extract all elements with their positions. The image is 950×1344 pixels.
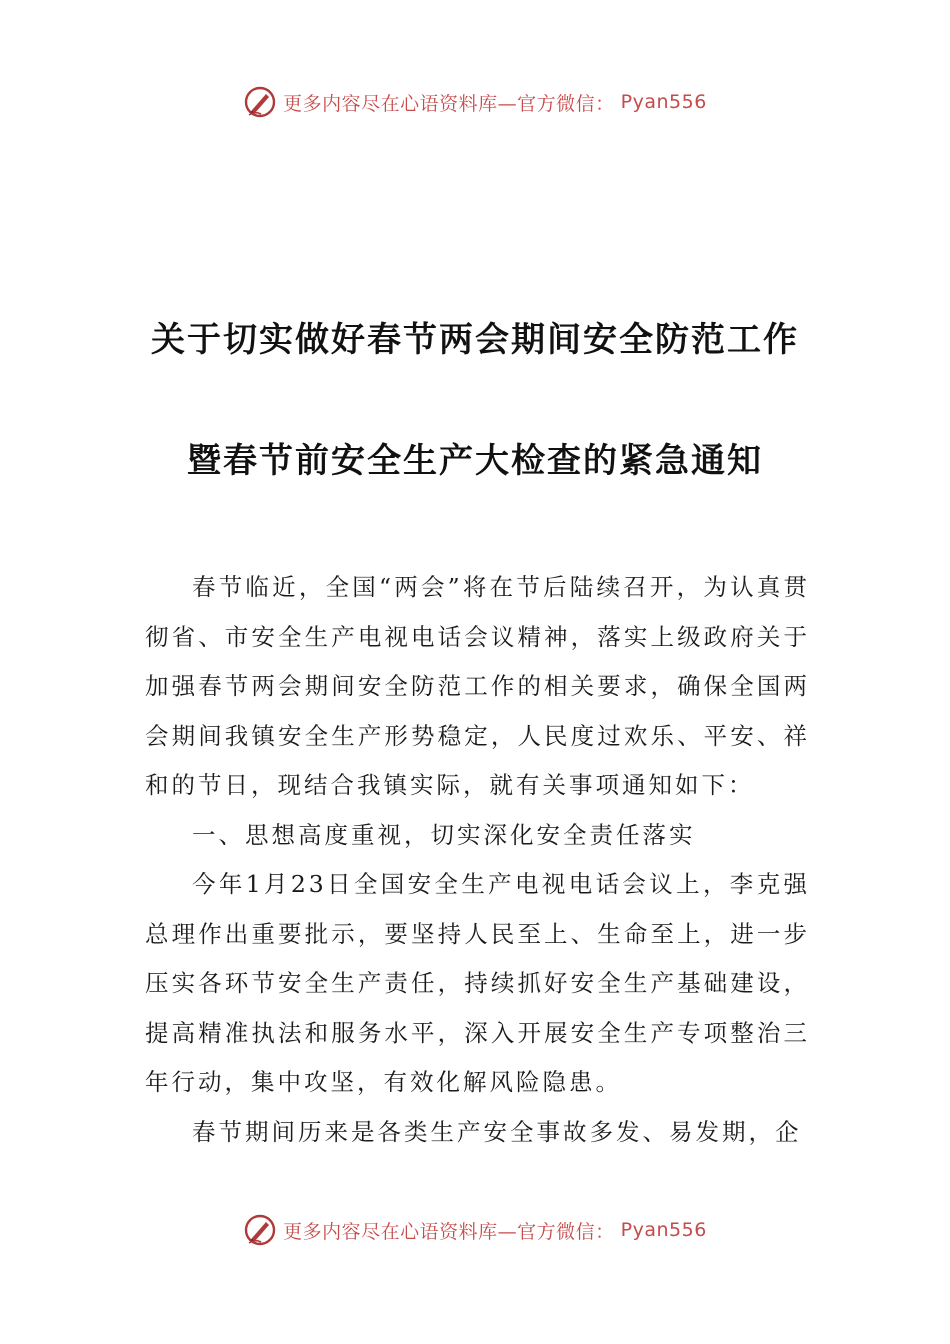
paragraph: 春节临近，全国“两会”将在节后陆续召开，为认真贯彻省、市安全生产电视电话会议精神，落实上级政府关于加强春节两会期间安全防范工作的相关要求，确保全国两会期间我镇安全生产形势稳定，人民度过欢乐、平安、祥和的节日，现结合我镇实际，就有关事项通知如下： — [145, 573, 810, 799]
paragraph: 今年1月23日全国安全生产电视电话会议上，李克强总理作出重要批示，要坚持人民至上、生命至上，进一步压实各环节安全生产责任，持续抓好安全生产基础建设，提高精准执法和服务水平，深入开展安全生产专项整治三年行动，集中攻坚，有效化解风险隐患。 — [145, 870, 810, 1096]
watermark-footer — [0, 1210, 950, 1250]
section-heading: 一、思想高度重视，切实深化安全责任落实 — [192, 820, 696, 849]
watermark-header — [0, 82, 950, 122]
pen-logo-icon — [243, 85, 277, 119]
watermark-text: 更多内容尽在心语资料库—官方微信： — [283, 1220, 615, 1243]
document-title-line-2: 暨春节前安全生产大检查的紧急通知 — [187, 441, 763, 481]
document-body — [145, 563, 810, 1157]
document-title-line-1: 关于切实做好春节两会期间安全防范工作 — [151, 320, 799, 360]
watermark-text: 更多内容尽在心语资料库—官方微信： — [283, 92, 615, 115]
paragraph: 春节期间历来是各类生产安全事故多发、易发期，企 — [192, 1117, 802, 1146]
watermark-wechat-id: Pyan556 — [620, 91, 707, 113]
watermark-wechat-id: Pyan556 — [620, 1219, 707, 1241]
pen-logo-icon — [243, 1213, 277, 1247]
